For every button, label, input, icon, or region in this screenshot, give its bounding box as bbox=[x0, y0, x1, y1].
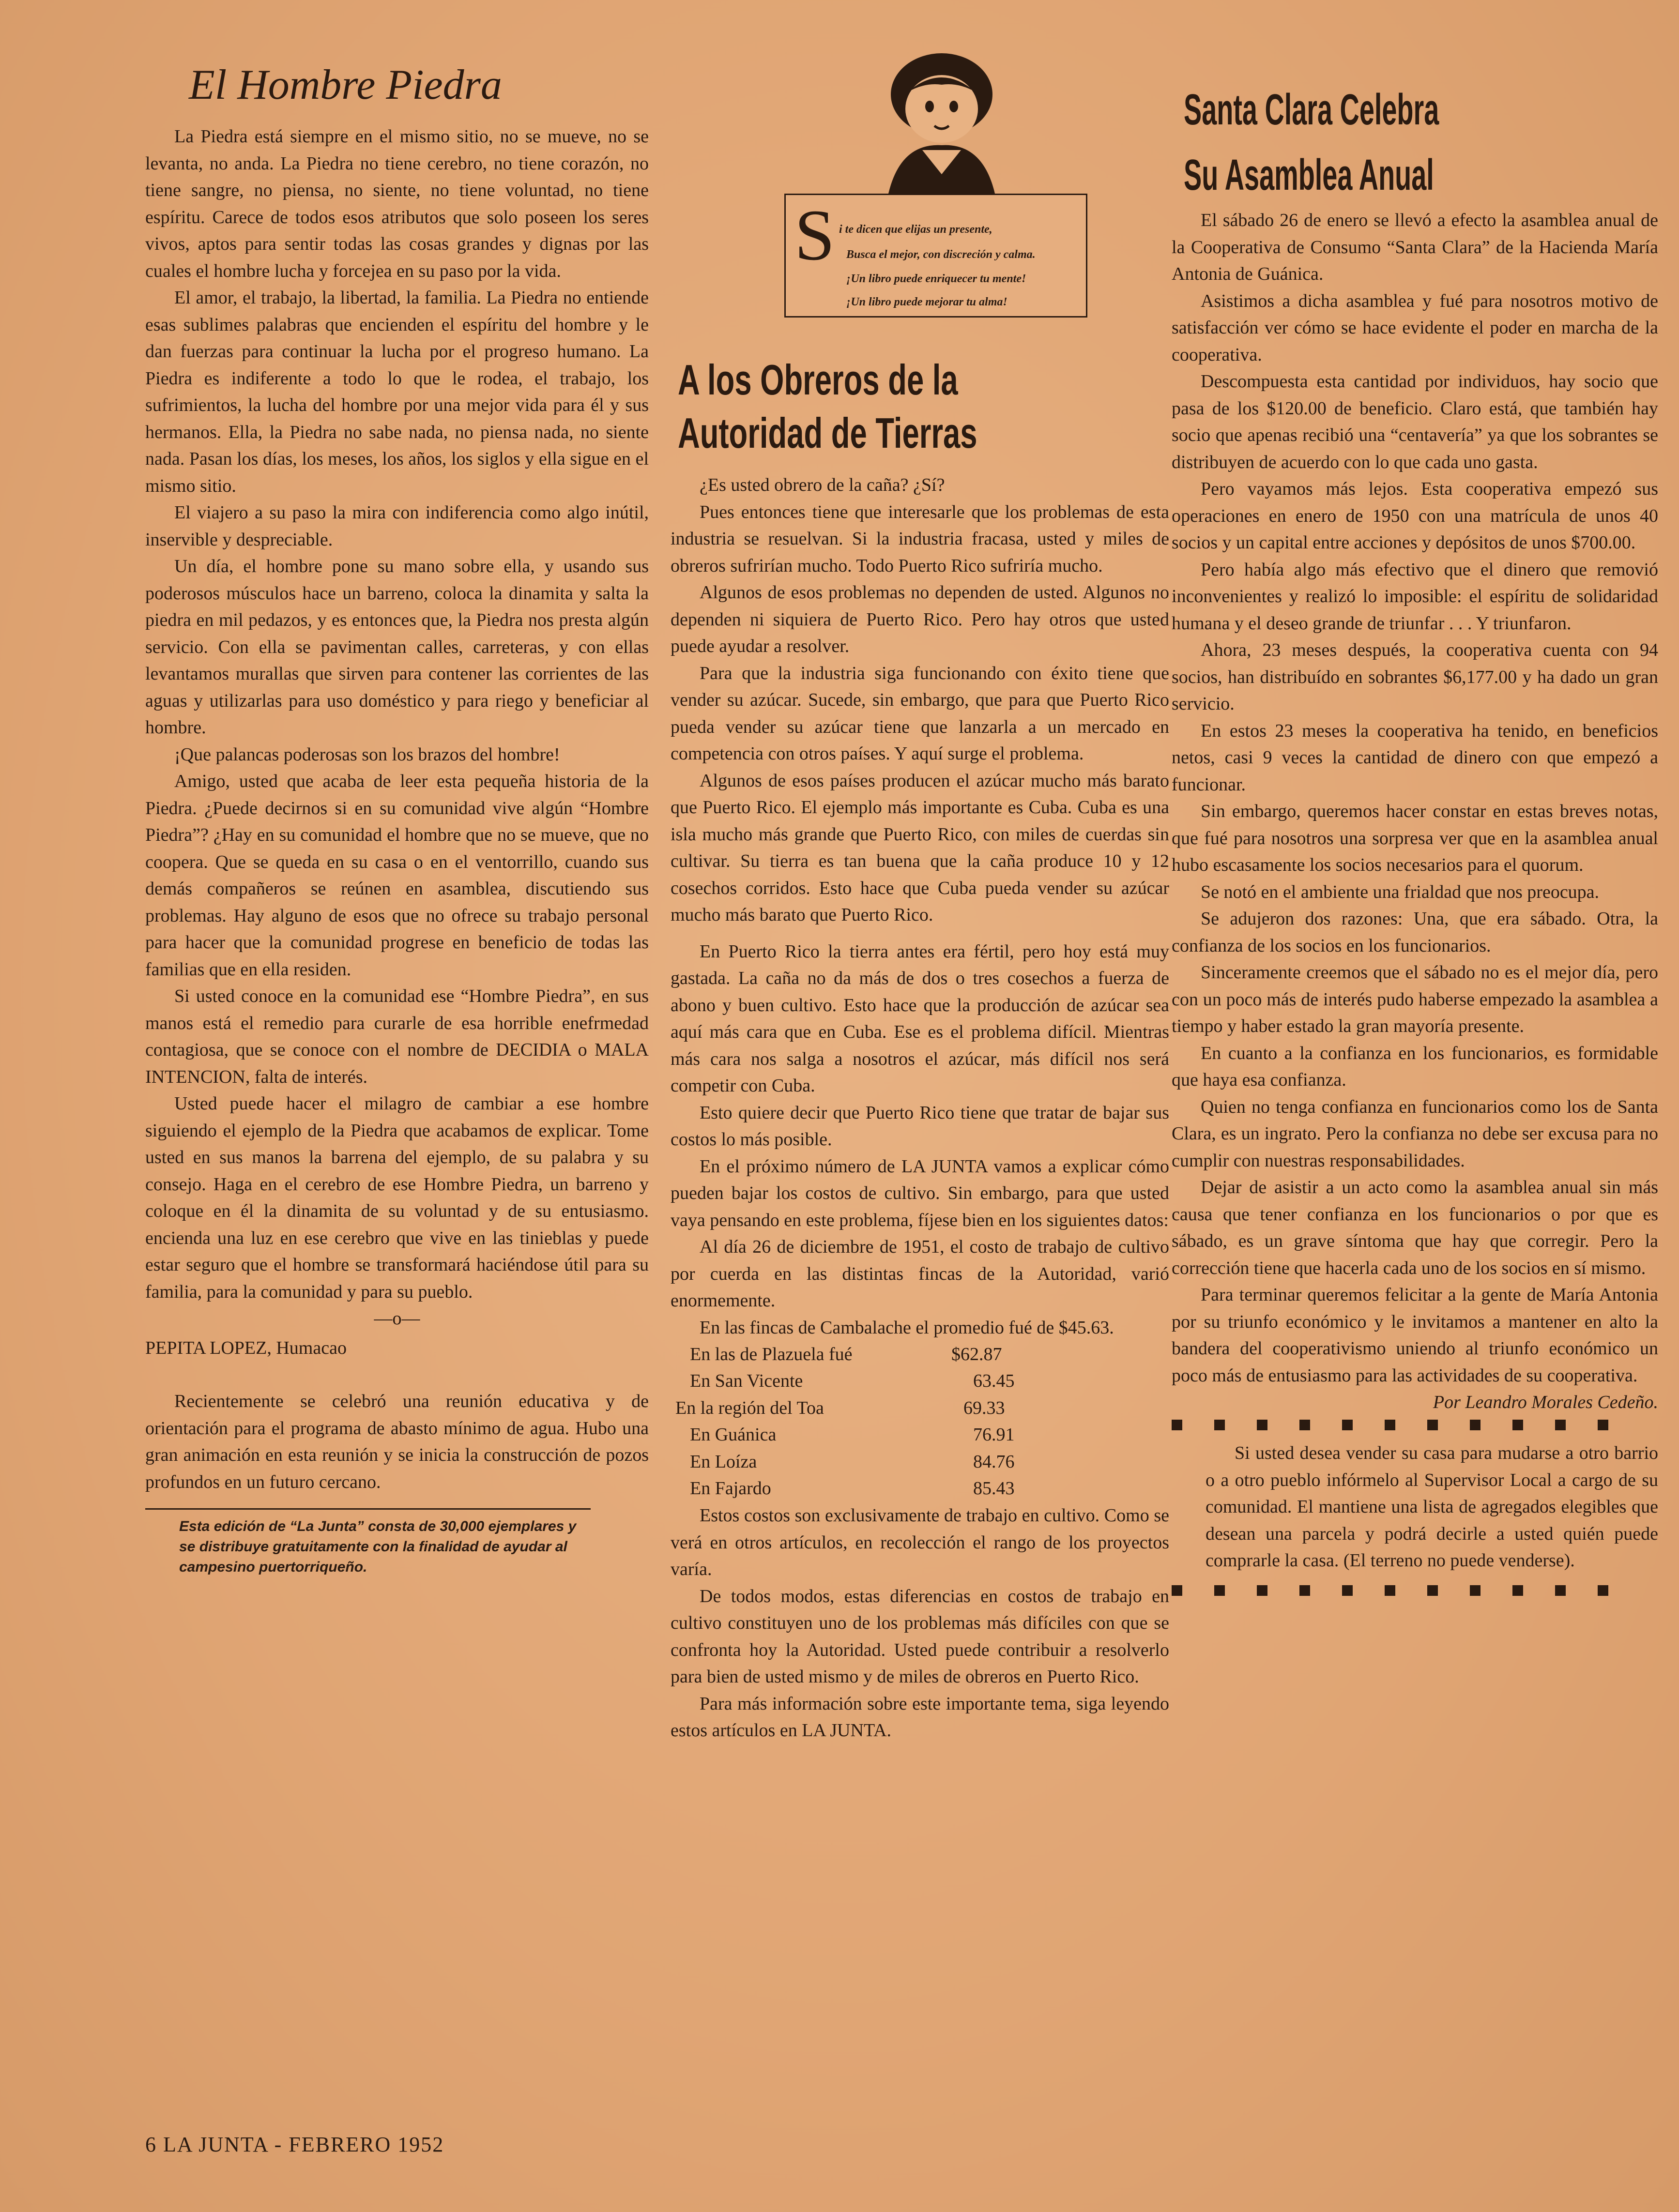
square-ornament bbox=[1512, 1420, 1523, 1430]
price-label: En Loíza bbox=[690, 1452, 757, 1472]
square-rule-bottom bbox=[1172, 1585, 1658, 1596]
price-table bbox=[675, 1341, 1169, 1502]
paragraph: La Piedra está siempre en el mismo sitio, no se mueve, no se levanta, no anda. La Piedra no tiene cerebro, no tiene corazón, no tiene sangre, no piensa, no siente, no tiene voluntad, no tiene espíritu. Carece de todos esos atributos que solo poseen los seres vivos, aptos para sentir todas las cosas grandes y dignas por las cuales el hombre lucha y forcejea en su paso por la vida. bbox=[145, 126, 649, 281]
sell-house-notice: Si usted desea vender su casa para mudarse a otro barrio o a otro pueblo infórmelo al Supervisor Local a cargo de su comunidad. El mantiene una lista de agregados elegibles que desean una parcela y podrá decirle a usted quién puede comprarle la casa. (El terreno no puede venderse). bbox=[1206, 1443, 1658, 1571]
price-value: 84.76 bbox=[973, 1452, 1015, 1472]
paragraph: El viajero a su paso la mira con indiferencia como algo inútil, inservible y despreciable. bbox=[145, 502, 649, 550]
byline: Por Leandro Morales Cedeño. bbox=[1433, 1392, 1658, 1412]
price-value: $62.87 bbox=[951, 1344, 1002, 1364]
square-ornament bbox=[1172, 1585, 1182, 1596]
paragraph: Pues entonces tiene que interesarle que los problemas de esta industria se resuelvan. Si la industria fracasa, usted y miles de obreros sufrirían mucho. Todo Puerto Rico sufriría mucho. bbox=[671, 501, 1169, 576]
paragraph: Se adujeron dos razones: Una, que era sábado. Otra, la confianza de los socios en los funcionarios. bbox=[1172, 909, 1658, 956]
title-line: Su Asamblea Anual bbox=[1184, 151, 1434, 199]
signature: PEPITA LOPEZ, Humacao bbox=[145, 1338, 347, 1358]
paragraph: Dejar de asistir a un acto como la asamblea anual sin más causa que tener confianza en los funcionarios o por que es sábado, es un grave síntoma que hay que corregir. Pero la corrección tiene que hacerla cada uno de los socios en sí mismo. bbox=[1172, 1177, 1658, 1278]
square-ornament bbox=[1555, 1420, 1566, 1430]
square-ornament bbox=[1257, 1420, 1267, 1430]
paragraph: El amor, el trabajo, la libertad, la familia. La Piedra no entiende esas sublimes palabras que encienden el espíritu del hombre y le dan fuerzas para continuar la lucha por el progreso humano. La Piedra es indiferente a todo lo que le rodea, el trabajo, los sufrimientos, la lucha del hombre por una mejor vida para él y sus hermanos. Ella, la Piedra no sabe nada, no piensa nada, no siente nada. Pasan los días, los meses, los años, los siglos y ella sigue en el mismo sitio. bbox=[145, 288, 649, 496]
column-left bbox=[145, 123, 649, 1577]
paragraph: Algunos de esos problemas no dependen de usted. Algunos no dependen ni siquiera de Puerto Rico. Pero hay otros que usted puede ayudar a resolver. bbox=[671, 582, 1169, 656]
paragraph: Pero había algo más efectivo que el dinero que removió inconvenientes y realizó lo imposible: el espíritu de solidaridad humana y el deseo grande de triunfar . . . Y triunfaron. bbox=[1172, 559, 1658, 634]
edition-note: Esta edición de “La Junta” consta de 30,000 ejemplares y se distribuye gratuitamente con la finalidad de ayudar al campesino puertorriqueño. bbox=[179, 1518, 577, 1575]
square-ornament bbox=[1257, 1585, 1267, 1596]
price-value: 63.45 bbox=[973, 1371, 1015, 1391]
price-label: En las de Plazuela fué bbox=[690, 1344, 853, 1364]
square-ornament bbox=[1427, 1585, 1438, 1596]
book-ad-box bbox=[784, 194, 1087, 318]
square-ornament bbox=[1214, 1585, 1225, 1596]
paragraph: Sinceramente creemos que el sábado no es el mejor día, pero con un poco más de interés pudo haberse empezado la asamblea a tiempo y haber estado la gran mayoría presente. bbox=[1172, 962, 1658, 1036]
square-ornament bbox=[1385, 1420, 1395, 1430]
paragraph: Estos costos son exclusivamente de trabajo en cultivo. Como se verá en otros artículos, en recolección el rango de los proyectos varía. bbox=[671, 1505, 1169, 1579]
paragraph: Si usted conoce en la comunidad ese “Hombre Piedra”, en sus manos está el remedio para curarle de esa horrible enefrmedad contagiosa, que se conoce con el nombre de DECIDIA o MALA INTENCION, falta de interés. bbox=[145, 986, 649, 1087]
column-middle bbox=[671, 472, 1169, 1744]
paragraph: Un día, el hombre pone su mano sobre ella, y usando sus poderosos músculos hace un barreno, coloca la dinamita y salta la piedra en mil pedazos, y es entonces que, la Piedra nos presta algún servicio. Con ella se pavimentan calles, carreteras, y con ellas levantamos murallas que sirven para contener las corrientes de las aguas y utilizarlas para uso doméstico y para riego y beneficiar al hombre. bbox=[145, 556, 649, 738]
paragraph: Esto quiere decir que Puerto Rico tiene que tratar de bajar sus costos lo más posible. bbox=[671, 1102, 1169, 1150]
paragraph: De todos modos, estas diferencias en costos de trabajo en cultivo constituyen uno de los problemas más difíciles con que se confronta hoy la Autoridad. Usted puede contribuir a resolverlo para bien de usted mismo y de miles de obreros en Puerto Rico. bbox=[671, 1586, 1169, 1687]
paragraph: Amigo, usted que acaba de leer esta pequeña historia de la Piedra. ¿Puede decirnos si en su comunidad vive algún “Hombre Piedra”? ¿Hay en su comunidad el hombre que no se mueve, que no coopera. Que se queda en su casa o en el ventorrillo, cuando sus demás compañeros se reúnen en asamblea, discutiendo sus problemas. Hay alguno de esos que no ofrece su trabajo personal para hacer que la comunidad progrese en beneficio de todas las familias que en ella residen. bbox=[145, 771, 649, 980]
price-value: 69.33 bbox=[963, 1398, 1005, 1418]
separator: —o— bbox=[374, 1308, 420, 1329]
paragraph: Sin embargo, queremos hacer constar en estas breves notas, que fué para nosotros una sorpresa ver que en la asamblea anual hubo escasamente los socios necesarios para el quorum. bbox=[1172, 801, 1658, 875]
square-ornament bbox=[1427, 1420, 1438, 1430]
girl-illustration bbox=[862, 48, 1022, 194]
square-ornament bbox=[1555, 1585, 1566, 1596]
page-footer: 6 LA JUNTA - FEBRERO 1952 bbox=[145, 2133, 444, 2156]
divider bbox=[145, 1508, 591, 1510]
square-ornament bbox=[1385, 1585, 1395, 1596]
square-ornament bbox=[1342, 1420, 1353, 1430]
column-right bbox=[1172, 207, 1658, 1596]
paragraph: El sábado 26 de enero se llevó a efecto la asamblea anual de la Cooperativa de Consumo “Santa Clara” de la Hacienda María Antonia de Guánica. bbox=[1172, 210, 1658, 284]
price-label: En San Vicente bbox=[690, 1371, 803, 1391]
paragraph: Quien no tenga confianza en funcionarios como los de Santa Clara, es un ingrato. Pero la confianza no debe ser excusa para no cumplir con nuestras responsabilidades. bbox=[1172, 1096, 1658, 1171]
square-ornament bbox=[1470, 1585, 1481, 1596]
paragraph: Algunos de esos países producen el azúcar mucho más barato que Puerto Rico. El ejemplo más importante es Cuba. Cuba es una isla mucho más grande que Puerto Rico, con miles de cuerdas sin cultivar. Su tierra es tan buena que la caña produce 10 y 12 cosechos corridos. Esto hace que Cuba pueda vender su azúcar mucho más barato que Puerto Rico. bbox=[671, 770, 1169, 925]
paragraph: Pero vayamos más lejos. Esta cooperativa empezó sus operaciones en enero de 1950 con una matrícula de unos 40 socios y un capital entre acciones y depósitos de unos $700.00. bbox=[1172, 479, 1658, 553]
title-line: Autoridad de Tierras bbox=[678, 409, 977, 457]
price-label: En Fajardo bbox=[690, 1478, 771, 1499]
price-label: En la región del Toa bbox=[675, 1398, 824, 1418]
square-ornament bbox=[1598, 1585, 1608, 1596]
square-ornament bbox=[1214, 1420, 1225, 1430]
paragraph: Descompuesta esta cantidad por individuos, hay socio que pasa de los $120.00 de beneficio. Claro está, que también hay socio que apenas recibió una “centavería” ya que los sobrantes se distribuyen de acuerdo con lo que cada uno gasta. bbox=[1172, 371, 1658, 472]
paragraph: Se notó en el ambiente una frialdad que nos preocupa. bbox=[1201, 881, 1600, 902]
paragraph: Para que la industria siga funcionando con éxito tiene que vender su azúcar. Sucede, sin embargo, que para que Puerto Rico pueda vender su azúcar tiene que lanzarla a un mercado en competencia con otros países. Y aquí surge el problema. bbox=[671, 663, 1169, 764]
paragraph: En cuanto a la confianza en los funcionarios, es formidable que haya esa confianza. bbox=[1172, 1043, 1658, 1090]
paragraph: En estos 23 meses la cooperativa ha tenido, en beneficios netos, casi 9 veces la cantidad de dinero con que empezó a funcionar. bbox=[1172, 720, 1658, 795]
price-value: 76.91 bbox=[973, 1424, 1015, 1445]
paragraph: Para más información sobre este importante tema, siga leyendo estos artículos en LA JUNTA. bbox=[671, 1693, 1169, 1741]
paragraph: En el próximo número de LA JUNTA vamos a explicar cómo pueden bajar los costos de cultivo. Sin embargo, para que usted vaya pensando en este problema, fíjese bien en los siguientes datos: bbox=[671, 1156, 1169, 1230]
square-ornament bbox=[1470, 1420, 1481, 1430]
paragraph: En Puerto Rico la tierra antes era fértil, pero hoy está muy gastada. La caña no da más de dos o tres cosechos a fuerza de abono y buen cultivo. Esto hace que la producción de azúcar sea aquí más cara que en Cuba. Ese es el problema difícil. Mientras más cara nos salga a nosotros el azúcar, más difícil nos será competir con Cuba. bbox=[671, 941, 1169, 1096]
title-line: Santa Clara Celebra bbox=[1184, 86, 1439, 134]
square-ornament bbox=[1598, 1420, 1608, 1430]
article-title-santa-clara bbox=[1184, 77, 1484, 208]
paragraph-reunion: Recientemente se celebró una reunión educativa y de orientación para el programa de abasto mínimo de agua. Hubo una gran animación en esta reunión y se inicia la construcción de pozos profundos en un futuro cercano. bbox=[145, 1391, 649, 1492]
paragraph: En las fincas de Cambalache el promedio fué de $45.63. bbox=[700, 1317, 1114, 1338]
price-label: En Guánica bbox=[690, 1424, 777, 1445]
title-line: A los Obreros de la bbox=[678, 356, 958, 404]
paragraph: Asistimos a dicha asamblea y fué para nosotros motivo de satisfacción ver cómo se hace evidente el poder en marcha de la cooperativa. bbox=[1172, 290, 1658, 365]
price-value: 85.43 bbox=[973, 1478, 1015, 1499]
paragraph: Al día 26 de diciembre de 1951, el costo de trabajo de cultivo por cuerda en las distintas fincas de la Autoridad, varió enormemente. bbox=[671, 1237, 1169, 1311]
ad-line: ¡Un libro puede enriquecer tu mente! bbox=[846, 273, 1026, 285]
ad-line: ¡Un libro puede mejorar tu alma! bbox=[846, 296, 1007, 308]
square-ornament bbox=[1299, 1585, 1310, 1596]
square-ornament bbox=[1342, 1585, 1353, 1596]
paragraph: Ahora, 23 meses después, la cooperativa cuenta con 94 socios, han distribuído en sobrantes $6,177.00 y ha dado un gran servicio. bbox=[1172, 640, 1658, 714]
paragraph: ¡Que palancas poderosas son los brazos del hombre! bbox=[174, 744, 560, 765]
square-rule-top bbox=[1172, 1420, 1658, 1430]
article-title-obreros bbox=[678, 353, 1026, 460]
paragraph: ¿Es usted obrero de la caña? ¿Sí? bbox=[700, 475, 945, 495]
square-ornament bbox=[1299, 1420, 1310, 1430]
square-ornament bbox=[1172, 1420, 1182, 1430]
article-title-hombre-piedra: El Hombre Piedra bbox=[189, 61, 502, 108]
ad-line: i te dicen que elijas un presente, bbox=[839, 223, 992, 236]
paragraph: Para terminar queremos felicitar a la gente de María Antonia por su triunfo económico y le invitamos a mantener en alto la bandera del cooperativismo uniendo al triunfo económico un poco más de entusiasmo para las actividades de su cooperativa. bbox=[1172, 1285, 1658, 1386]
paragraph: Usted puede hacer el milagro de cambiar a ese hombre siguiendo el ejemplo de la Piedra que acabamos de explicar. Tome usted en sus manos la barrena del ejemplo, de su palabra y su consejo. Haga en el cerebro de ese Hombre Piedra, un barreno y coloque en él la dinamita de su voluntad y de su entusiasmo. encienda una luz en ese cerebro que vive en las tinieblas y puede estar seguro que el hombre se transformará haciéndose útil para su familia, para la comunidad y para su pueblo. bbox=[145, 1093, 649, 1302]
ad-initial: S bbox=[794, 195, 835, 275]
ad-line: Busca el mejor, con discreción y calma. bbox=[846, 248, 1036, 261]
square-ornament bbox=[1512, 1585, 1523, 1596]
